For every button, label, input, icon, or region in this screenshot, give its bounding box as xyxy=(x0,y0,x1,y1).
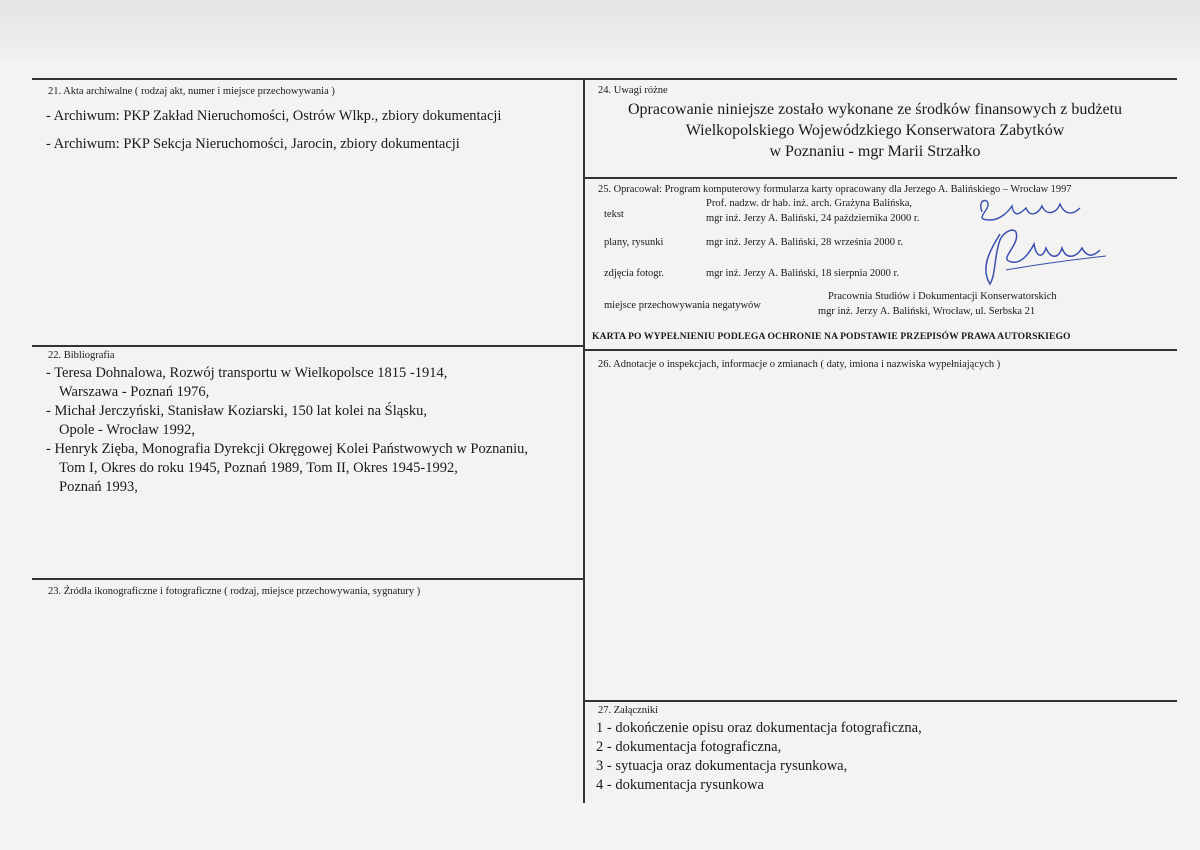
section-22-label: 22. Bibliografia xyxy=(48,350,115,361)
rule-25-26 xyxy=(584,349,1177,351)
miejsce-label: miejsce przechowywania negatywów xyxy=(604,300,761,311)
bibliography-line: Warszawa - Poznań 1976, xyxy=(59,384,210,400)
bibliography-line: - Henryk Zięba, Monografia Dyrekcji Okręgowej Kolei Państwowych w Poznaniu, xyxy=(46,441,528,457)
tekst-author-line: Prof. nadzw. dr hab. inż. arch. Grażyna Balińska, xyxy=(706,198,913,209)
bibliography-line: Tom I, Okres do roku 1945, Poznań 1989, Tom II, Okres 1945-1992, xyxy=(59,460,458,476)
tekst-label: tekst xyxy=(604,209,624,220)
attachment-item: 4 - dokumentacja rysunkowa xyxy=(596,777,764,793)
rule-22-23 xyxy=(32,578,584,580)
zdjecia-label: zdjęcia fotogr. xyxy=(604,268,665,279)
copyright-notice: KARTA PO WYPEŁNIENIU PODLEGA OCHRONIE NA PODSTAWIE PRZEPISÓW PRAWA AUTORSKIEGO xyxy=(592,331,1071,342)
signature-stroke-3 xyxy=(1006,256,1106,270)
tekst-author-date: mgr inż. Jerzy A. Baliński, 24 października 2000 r. xyxy=(706,213,920,224)
remarks-line: Opracowanie niniejsze zostało wykonane ze środków finansowych z budżetu xyxy=(627,101,1123,118)
center-divider xyxy=(583,78,585,803)
section-27-label: 27. Załączniki xyxy=(598,705,659,716)
remarks-line: Wielkopolskiego Wojewódzkiego Konserwatora Zabytków xyxy=(685,122,1065,139)
remarks-line: w Poznaniu - mgr Marii Strzałko xyxy=(769,143,981,160)
signature-stroke-2 xyxy=(986,230,1100,284)
bibliography-line: - Michał Jerczyński, Stanisław Koziarski, 150 lat kolei na Śląsku, xyxy=(46,403,427,419)
rule-21-22 xyxy=(32,345,584,347)
zdjecia-value: mgr inż. Jerzy A. Baliński, 18 sierpnia 2000 r. xyxy=(706,268,900,279)
plany-value: mgr inż. Jerzy A. Baliński, 28 września 2000 r. xyxy=(706,237,904,248)
signature-graphic xyxy=(960,190,1120,290)
rule-26-27 xyxy=(584,700,1177,702)
archive-item: - Archiwum: PKP Sekcja Nieruchomości, Jarocin, zbiory dokumentacji xyxy=(46,136,460,152)
miejsce-line1: Pracownia Studiów i Dokumentacji Konserwatorskich xyxy=(828,291,1057,302)
section-25-header: 25. Opracował: Program komputerowy formularza karty opracowany dla Jerzego A. Balińskiego – Wrocław 1997 xyxy=(598,184,1072,195)
top-rule xyxy=(32,78,1177,80)
attachment-item: 2 - dokumentacja fotograficzna, xyxy=(596,739,782,755)
rule-24-25 xyxy=(584,177,1177,179)
attachment-item: 3 - sytuacja oraz dokumentacja rysunkowa, xyxy=(596,758,848,774)
section-23-label: 23. Źródła ikonograficzne i fotograficzne ( rodzaj, miejsce przechowywania, sygnatury ) xyxy=(48,586,421,597)
miejsce-line2: mgr inż. Jerzy A. Baliński, Wrocław, ul. Serbska 21 xyxy=(818,306,1036,317)
bibliography-line: Poznań 1993, xyxy=(59,479,138,495)
signature-stroke-1 xyxy=(981,201,1080,221)
section-21-label: 21. Akta archiwalne ( rodzaj akt, numer i miejsce przechowywania ) xyxy=(48,86,335,97)
bibliography-line: Opole - Wrocław 1992, xyxy=(59,422,196,438)
archive-item: - Archiwum: PKP Zakład Nieruchomości, Ostrów Wlkp., zbiory dokumentacji xyxy=(46,108,502,124)
top-bleed-band xyxy=(0,0,1200,60)
section-26-label: 26. Adnotacje o inspekcjach, informacje o zmianach ( daty, imiona i nazwiska wypełniających ) xyxy=(598,359,1001,370)
section-24-label: 24. Uwagi różne xyxy=(598,85,668,96)
plany-label: plany, rysunki xyxy=(604,237,664,248)
attachment-item: 1 - dokończenie opisu oraz dokumentacja fotograficzna, xyxy=(596,720,922,736)
bibliography-line: - Teresa Dohnalowa, Rozwój transportu w Wielkopolsce 1815 -1914, xyxy=(46,365,448,381)
